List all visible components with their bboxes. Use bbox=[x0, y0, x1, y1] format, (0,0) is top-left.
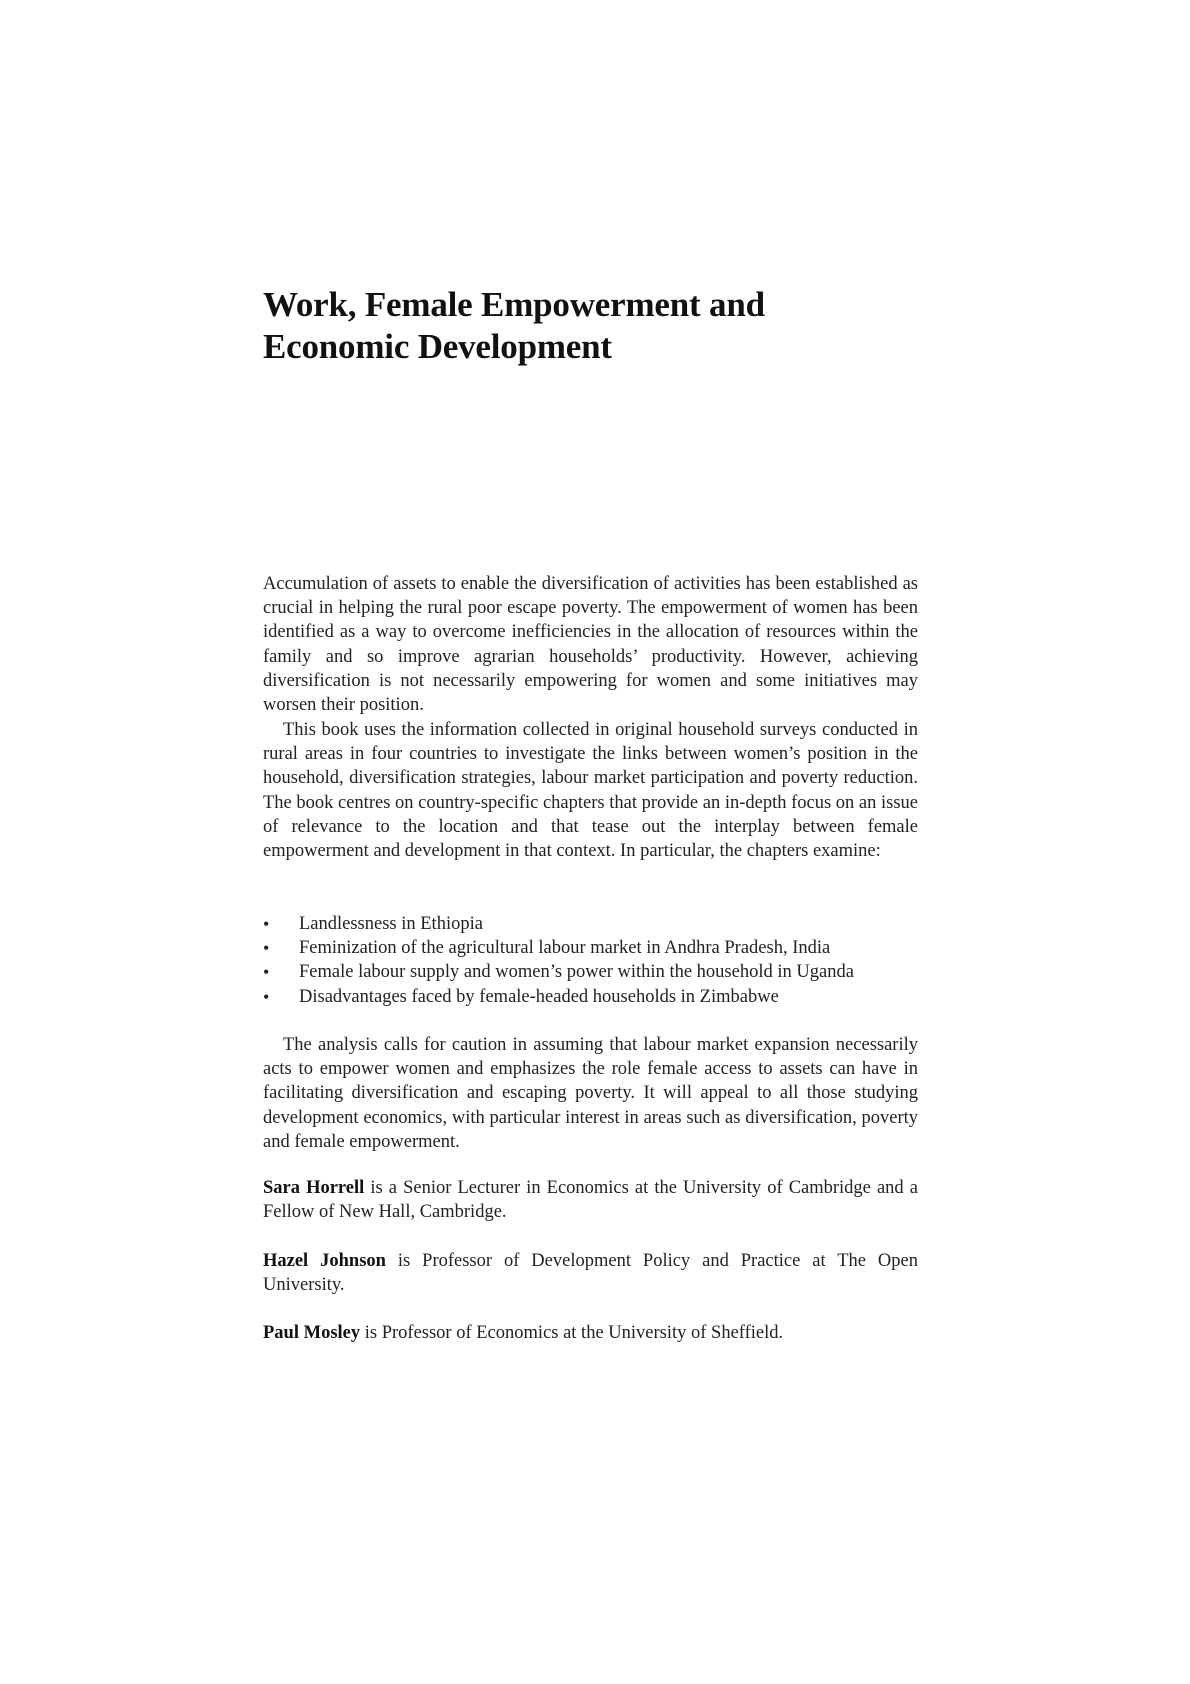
list-item-text: Feminization of the agricultural labour market in Andhra Pradesh, India bbox=[299, 938, 831, 959]
bullet-icon: • bbox=[263, 938, 270, 959]
bullet-icon: • bbox=[263, 986, 270, 1007]
list-item bbox=[263, 960, 918, 984]
author-bio-3 bbox=[263, 1321, 918, 1345]
author-name: Hazel Johnson bbox=[263, 1251, 386, 1271]
chapter-topics-list bbox=[263, 912, 918, 1009]
bullet-icon: • bbox=[263, 962, 270, 983]
author-bio-text: is Professor of Economics at the University of Sheffield. bbox=[360, 1323, 784, 1343]
author-name: Paul Mosley bbox=[263, 1323, 361, 1343]
list-item bbox=[263, 936, 918, 960]
list-item-text: Female labour supply and women’s power within the household in Uganda bbox=[299, 962, 854, 983]
list-item-text: Landlessness in Ethiopia bbox=[299, 914, 483, 934]
description-paragraph-1: Accumulation of assets to enable the diversification of activities has been established as crucial in helping the rural poor escape poverty. The empowerment of women has been identified as a way to overcome inefficiencies in the allocation of resources within the family and so improve agrarian households’ productivity. However, achieving diversification is not necessarily empowering for women and some initiatives may worsen their position. bbox=[263, 574, 918, 716]
author-name: Sara Horrell bbox=[263, 1178, 365, 1198]
description-paragraph-3: The analysis calls for caution in assuming that labour market expansion necessarily acts to empower women and emphasizes the role female access to assets can have in facilitating diversification and escaping poverty. It will appeal to all those studying development economics, with particular interest in areas such as diversification, poverty and female empowerment. bbox=[263, 1035, 918, 1152]
list-item bbox=[263, 985, 918, 1009]
book-title bbox=[263, 284, 983, 368]
author-bio-text: is Professor of Development Policy and Practice at The Open University. bbox=[263, 1251, 918, 1296]
author-bio-2 bbox=[263, 1249, 918, 1297]
book-title-line-1: Work, Female Empowerment and bbox=[263, 285, 765, 324]
author-bio-1 bbox=[263, 1176, 918, 1224]
bullet-icon: • bbox=[263, 914, 270, 934]
book-title-line-2: Economic Development bbox=[263, 327, 612, 366]
author-bio-text: is a Senior Lecturer in Economics at the University of Cambridge and a Fellow of New Hall, Cambridge. bbox=[263, 1178, 918, 1223]
list-item bbox=[263, 912, 918, 936]
list-item-text: Disadvantages faced by female-headed households in Zimbabwe bbox=[299, 986, 779, 1007]
description-paragraph-2: This book uses the information collected in original household surveys conducted in rural areas in four countries to investigate the links between women’s position in the household, diversification strategies, labour market participation and poverty reduction. The book centres on country-specific chapters that provide an in-depth focus on an issue of relevance to the location and that tease out the interplay between female empowerment and development in that context. In particular, the chapters examine: bbox=[263, 720, 918, 862]
